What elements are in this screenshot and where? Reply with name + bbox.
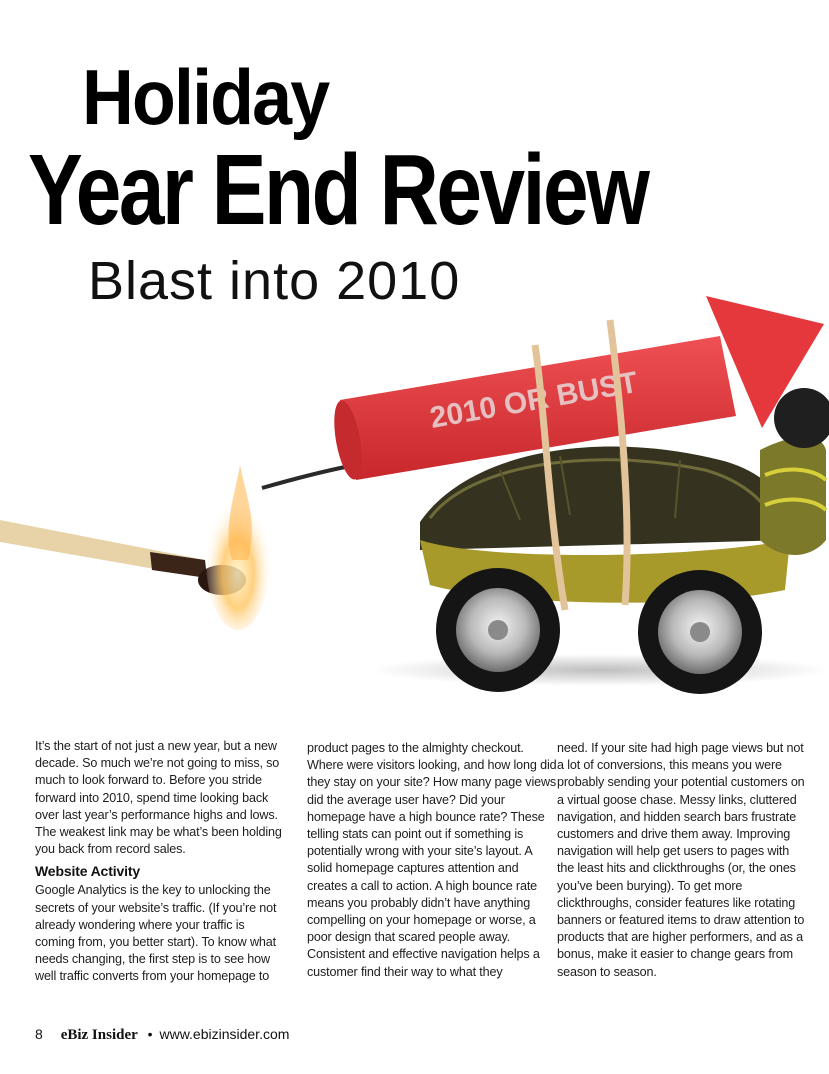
article-column-1: [35, 738, 287, 989]
intro-paragraph: It’s the start of not just a new year, but a new decade. So much we’re not going to miss, so much to look forward to. Before you stride forward into 2010, spend time looking back over last year’s performance highs and lows. The weakest link may be what’s been holding you back from record sales.: [35, 739, 282, 857]
website-link[interactable]: www.ebizinsider.com: [159, 1026, 290, 1042]
wheel-front: [436, 568, 560, 692]
subheadline: Blast into 2010: [88, 251, 461, 311]
fuse-icon: [262, 466, 350, 488]
footer-separator: •: [147, 1026, 153, 1042]
body-paragraph: Google Analytics is the key to unlocking the secrets of your website’s traffic. (If you’re not already wondering where your traffic is coming from, you better start). To know what needs changing, the first step is to see how well traffic converts from your homepage to: [35, 883, 277, 984]
article-column-2: [307, 740, 559, 984]
rocket-label: 2010 OR BUST: [427, 365, 641, 435]
helmet-icon: [774, 388, 829, 448]
page-number: 8: [35, 1026, 43, 1042]
body-paragraph: product pages to the almighty checkout. Where were visitors looking, and how long did they stay on your site? How many page views did the average user have? Did your homepage have a high bounce rate? These telling stats can point out if something is potentially wrong with your site’s layout. A solid homepage captures attention and creates a call to action. A high bounce rate means you probably didn’t have anything compelling on your homepage or worse, a poor design that scared people away. Consistent and effective navigation helps a customer find their way to what they: [307, 741, 557, 979]
article-column-3: [557, 740, 809, 984]
publication-name: eBiz Insider: [60, 1027, 138, 1043]
section-heading-website-activity: Website Activity: [35, 863, 140, 880]
turtle-rocket-illustration: [0, 260, 829, 730]
wheel-rear: [638, 570, 762, 694]
body-paragraph: need. If your site had high page views but not a lot of conversions, this means you were probably sending your potential customers on a virtual goose chase. Messy links, cluttered navigation, and hidden search bars frustrate customers and drive them away. Improving navigation will help get users to pages with the least hits and clickthroughs (or, the ones you’ve been burying). To get more clickthroughs, consider features like rotating banners or featured items to draw attention to products that are higher performers, and as a bonus, make it easier to change gears from season to season.: [557, 741, 805, 979]
ground-shadow: [370, 654, 829, 686]
headline-year-end-review: Year End Review: [28, 134, 648, 246]
headline-holiday: Holiday: [82, 53, 329, 141]
match-icon: [0, 465, 270, 630]
page-footer: [35, 1026, 289, 1044]
